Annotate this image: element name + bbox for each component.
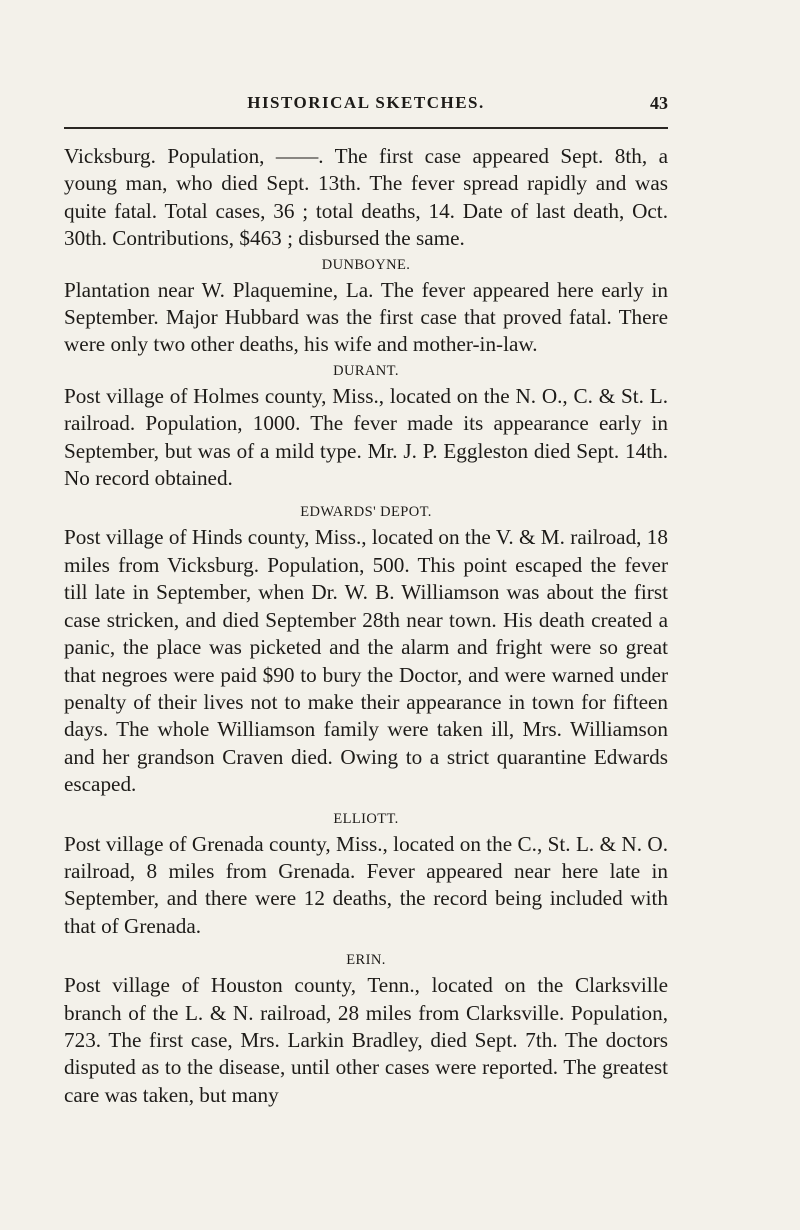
page-header (64, 93, 668, 115)
edwards-depot-paragraph: Post village of Hinds county, Miss., located on the V. & M. railroad, 18 miles from Vicksburg. Population, 500. This point escaped the fever till late in September, when Dr. W. B. Williamson was about the first case stricken, and died September 28th near town. His death created a panic, the place was picketed and the alarm and fright were so great that negroes were paid $90 to bury the Doctor, and were warned under penalty of their lives not to make their appearance in town for fifteen days. The whole Williamson family were taken ill, Mrs. Williamson and her grandson Craven died. Owing to a strict quarantine Edwards escaped. (64, 525, 668, 797)
section-heading-erin: ERIN. (346, 952, 386, 969)
vicksburg-paragraph: Vicksburg. Population, ——. The first case appeared Sept. 8th, a young man, who died Sept. 13th. The fever spread rapidly and was quite fatal. Total cases, 36 ; total deaths, 14. Date of last death, Oct. 30th. Contributions, $463 ; disbursed the same. (64, 144, 668, 251)
section-heading-dunboyne: DUNBOYNE. (321, 256, 411, 273)
durant-paragraph: Post village of Holmes county, Miss., located on the N. O., C. & St. L. railroad. Population, 1000. The fever made its appearance early in September, but was of a mild type. Mr. J. P. Eggleston died Sept. 14th. No record obtained. (64, 383, 668, 491)
header-rule (64, 127, 668, 129)
section-heading-edwards-depot: EDWARDS' DEPOT. (300, 504, 432, 521)
elliott-paragraph: Post village of Grenada county, Miss., located on the C., St. L. & N. O. railroad, 8 miles from Grenada. Fever appeared near here late in September, and there were 12 deaths, the record being included with that of Grenada. (64, 831, 668, 938)
dunboyne-paragraph: Plantation near W. Plaquemine, La. The fever appeared here early in September. Major Hubbard was the first case that proved fatal. There were only two other deaths, his wife and mother-in-law. (64, 277, 668, 357)
page-body (64, 143, 668, 1109)
page-number: 43 (650, 93, 668, 113)
running-head: HISTORICAL SKETCHES. (247, 93, 485, 112)
section-heading-elliott: ELLIOTT. (333, 810, 399, 827)
section-heading-durant: DURANT. (333, 362, 399, 379)
erin-paragraph: Post village of Houston county, Tenn., located on the Clarksville branch of the L. & N. railroad, 28 miles from Clarksville. Population, 723. The first case, Mrs. Larkin Bradley, died Sept. 7th. The doctors disputed as to the disease, until other cases were reported. The greatest care was taken, but many (64, 973, 668, 1107)
